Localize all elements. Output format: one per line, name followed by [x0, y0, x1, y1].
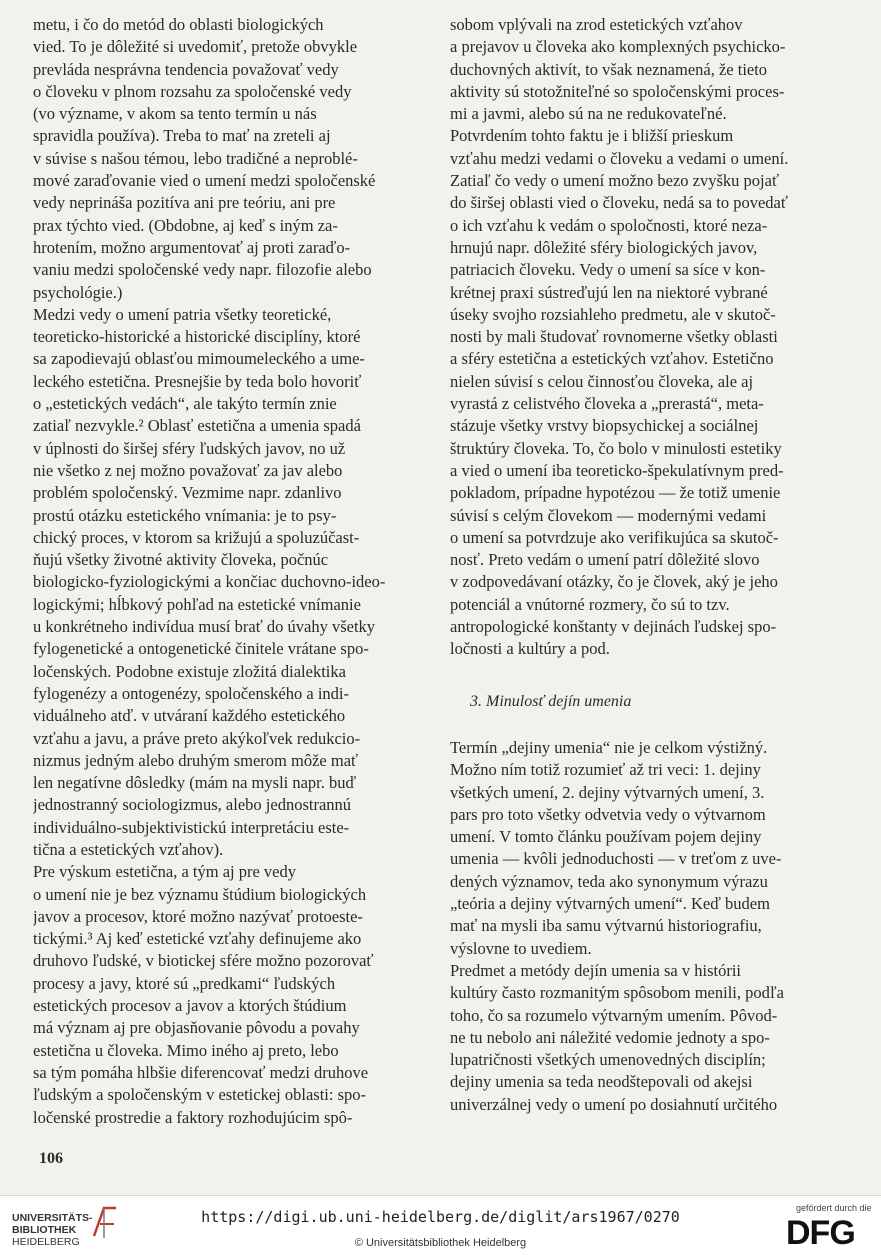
- library-line-3: HEIDELBERG: [12, 1236, 80, 1248]
- text-line: dejiny umenia sa teda neodštepovali od akejsi: [450, 1072, 753, 1092]
- text-line: nosti by mali študovať rovnomerne všetky oblasti: [450, 327, 778, 347]
- text-line: toho, čo sa rozumelo výtvarným umením. Pôvod-: [450, 1005, 778, 1025]
- text-line: hrnujú napr. dôležité sféry biologických javov,: [450, 237, 758, 257]
- text-line: nielen súvisí s celou činnosťou človeka, ale aj: [450, 371, 754, 391]
- text-line: vaniu medzi spoločenské vedy napr. filozofie alebo: [33, 260, 372, 280]
- text-line: v súvise s našou témou, lebo tradičné a neproblé-: [33, 148, 358, 168]
- text-line: mové zaraďovanie vied o umení medzi spoločenské: [33, 171, 376, 191]
- text-line: javov a procesov, ktoré možno nazývať protoeste-: [33, 906, 363, 926]
- funded-by-label: gefördert durch die: [796, 1203, 872, 1213]
- text-line: aktivity sú stotožniteľné so spoločenskými proces-: [450, 81, 785, 101]
- text-line: mi a javmi, alebo sú na ne redukovateľné.: [450, 104, 727, 124]
- text-line: lupatričnosti všetkých umenovedných disciplín;: [450, 1050, 766, 1070]
- text-line: len negatívne dôsledky (mám na mysli napr. buď: [33, 773, 357, 793]
- right-text-column-bottom: [450, 737, 848, 1116]
- text-line: nosť. Preto vedám o umení patrí dôležité slovo: [450, 550, 760, 570]
- text-line: v zodpovedávaní otázky, čo je človek, aký je jeho: [450, 572, 778, 592]
- page-number: 106: [39, 1150, 63, 1167]
- text-line: fylogenézy a ontogenézy, spoločenského a indi-: [33, 683, 349, 703]
- text-line: fylogenetické a ontogenetické činitele vrátane spo-: [33, 639, 369, 659]
- text-line: viduálneho atď. v utváraní každého estetického: [33, 706, 346, 726]
- text-line: dených významov, teda ako synonymum výrazu: [450, 871, 768, 891]
- text-line: tična a estetických vzťahov).: [33, 839, 224, 859]
- text-line: Zatiaľ čo vedy o umení možno bezo zvyšku pojať: [450, 171, 779, 191]
- text-line: prevláda nesprávna tendencia považovať vedy: [33, 59, 339, 79]
- text-line: Možno ním totiž rozumieť až tri veci: 1. dejiny: [450, 760, 761, 780]
- text-line: logickými; hĺbkový pohľad na estetické vnímanie: [33, 594, 361, 614]
- library-line-1: UNIVERSITÄTS-: [12, 1212, 93, 1224]
- text-line: hrotením, možno argumentovať aj proti zaraďo-: [33, 237, 351, 257]
- text-line: ne tu nebolo ani náležité vedomie jednoty a spo-: [450, 1027, 770, 1047]
- text-line: sa zapodievajú oblasťou mimoumeleckého a ume-: [33, 349, 365, 369]
- text-line: ločnosti a kultúry a pod.: [450, 639, 610, 659]
- text-line: univerzálnej vedy o umení po dosiahnutí určitého: [450, 1094, 778, 1114]
- right-text-column-top: [450, 14, 848, 661]
- text-line: štruktúry človeka. To, čo bolo v minulosti estetiky: [450, 438, 782, 458]
- text-line: súvisí s celým človekom — modernými vedami: [450, 505, 767, 525]
- text-line: stázuje všetky vrstvy biopsychickej a sociálnej: [450, 416, 759, 436]
- text-line: vzťahu a javu, a práve preto akýkoľvek redukcio-: [33, 728, 361, 748]
- text-line: procesy a javy, ktoré sú „predkami“ ľudských: [33, 973, 336, 993]
- text-line: prostú otázku estetického vnímania: je to psy-: [33, 505, 337, 525]
- text-line: druhovo ľudské, v biotickej sfére možno pozorovať: [33, 951, 374, 971]
- copyright-notice: © Universitätsbibliothek Heidelberg: [354, 1237, 527, 1249]
- text-line: prax týchto vied. (Obdobne, aj keď s iným za-: [33, 215, 338, 235]
- text-line: metu, i čo do metód do oblasti biologických: [33, 15, 324, 34]
- text-line: patriacich človeku. Vedy o umení sa síce v kon-: [450, 260, 766, 280]
- text-line: tickými.³ Aj keď estetické vzťahy definujeme ako: [33, 929, 362, 949]
- text-line: pars pro toto všetky odvetvia vedy o výtvarnom: [450, 804, 766, 824]
- left-text-column: [33, 14, 430, 1129]
- text-line: ločenské prostredie a faktory rozhodujúcim spô-: [33, 1107, 353, 1127]
- text-line: vedy neprináša pozitíva ani pre teóriu, ani pre: [33, 193, 336, 213]
- text-line: vyrastá z celistvého človeka a „prerastá“, meta-: [450, 394, 764, 414]
- text-line: a prejavov u človeka ako komplexných psychicko-: [450, 37, 786, 57]
- text-line: estetična u človeka. Mimo iného aj preto, lebo: [33, 1040, 339, 1060]
- text-line: sa tým pomáha hlbšie diferencovať medzi druhove: [33, 1062, 369, 1082]
- text-line: kultúry často rozmanitým spôsobom menili, podľa: [450, 983, 784, 1003]
- text-line: individuálno-subjektivistickú interpretáciu este-: [33, 817, 350, 837]
- text-line: jednostranný sociologizmus, alebo jednostrannú: [33, 795, 352, 815]
- text-line: vied. To je dôležité si uvedomiť, pretože obvykle: [33, 37, 358, 57]
- footer-bar: [0, 1195, 881, 1259]
- text-line: problém spoločenský. Vezmime napr. zdanlivo: [33, 483, 342, 503]
- text-line: o umení sa potvrdzuje ako verifikujúca sa skutoč-: [450, 527, 779, 547]
- text-line: estetických procesov a javov a ktorých štúdium: [33, 996, 347, 1016]
- text-line: výslovne to uvediem.: [450, 938, 592, 958]
- text-line: Predmet a metódy dejín umenia sa v histórii: [450, 960, 741, 980]
- text-line: antropologické konštanty v dejinách ľudskej spo-: [450, 617, 777, 637]
- text-line: (vo význame, v akom sa tento termín u nás: [33, 104, 317, 124]
- text-line: pokladom, prípadne hypotézou — že totiž umenie: [450, 483, 781, 503]
- text-line: o „estetických vedách“, ale takýto termín znie: [33, 394, 337, 414]
- text-line: zatiaľ nezvykle.² Oblasť estetična a umenia spadá: [33, 416, 361, 436]
- dfg-logo[interactable]: DFG: [786, 1214, 855, 1252]
- text-line: duchovných aktivít, to však neznamená, že tieto: [450, 59, 768, 79]
- text-line: všetkých umení, 2. dejiny výtvarných umení, 3.: [450, 782, 765, 802]
- library-line-2: BIBLIOTHEK: [12, 1224, 77, 1236]
- text-line: teoreticko-historické a historické disciplíny, ktoré: [33, 327, 361, 347]
- text-line: „teória a dejiny výtvarných umení“. Keď budem: [450, 894, 770, 914]
- text-line: umenia — kvôli jednoduchosti — v treťom z uve-: [450, 849, 782, 869]
- text-line: krétnej praxi sústreďujú len na niektoré vybrané: [450, 282, 768, 302]
- text-line: Termín „dejiny umenia“ nie je celkom výstižný.: [450, 738, 768, 757]
- text-line: Pre výskum estetična, a tým aj pre vedy: [33, 862, 297, 882]
- text-line: v úplnosti do širšej sféry ľudských javov, no už: [33, 438, 346, 458]
- text-line: mať na mysli iba samu výtvarnú historiografiu,: [450, 916, 762, 936]
- text-line: o ich vzťahu k vedám o spoločnosti, ktoré neza-: [450, 215, 768, 235]
- text-line: umení. V tomto článku používam pojem dejiny: [450, 827, 762, 847]
- text-line: psychológie.): [33, 282, 123, 302]
- text-line: u konkrétneho indivídua musí brať do úvahy všetky: [33, 617, 376, 637]
- text-line: sobom vplývali na zrod estetických vzťahov: [450, 15, 743, 34]
- text-line: biologicko-fyziologickými a končiac duchovno-ideo-: [33, 572, 386, 592]
- text-line: ločenských. Podobne existuje zložitá dialektika: [33, 661, 346, 681]
- text-line: do širšej oblasti vied o človeku, nedá sa to povedať: [450, 193, 788, 213]
- text-line: ľudským a spoločenským v estetickej oblasti: spo-: [33, 1085, 366, 1105]
- text-line: ňujú všetky životné aktivity človeka, počnúc: [33, 550, 329, 570]
- document-url[interactable]: https://digi.ub.uni-heidelberg.de/diglit/ars1967/0270: [201, 1208, 680, 1226]
- text-line: nie všetko z nej možno považovať za jav alebo: [33, 460, 343, 480]
- text-line: úseky svojho rozsiahleho predmetu, ale v skutoč-: [450, 304, 776, 324]
- text-line: o človeku v plnom rozsahu za spoločenské vedy: [33, 81, 352, 101]
- text-line: nizmus jedným alebo druhým smerom môže mať: [33, 750, 359, 770]
- text-line: vzťahu medzi vedami o človeku a vedami o umení.: [450, 148, 789, 168]
- text-line: má význam aj pre objasňovanie pôvodu a povahy: [33, 1018, 360, 1038]
- text-line: leckého estetična. Presnejšie by teda bolo hovoriť: [33, 371, 362, 391]
- text-line: Potvrdením tohto faktu je i bližší prieskum: [450, 126, 734, 146]
- text-line: chický proces, v ktorom sa križujú a spoluzúčast-: [33, 527, 360, 547]
- text-line: a vied o umení iba teoreticko-špekulatívnym pred-: [450, 460, 784, 480]
- text-line: potenciál a vnútorné rozmery, čo sú to tzv.: [450, 594, 730, 614]
- text-line: a sféry estetična a estetických vzťahov. Estetično: [450, 349, 774, 369]
- text-line: Medzi vedy o umení patria všetky teoretické,: [33, 304, 332, 324]
- section-heading: 3. Minulosť dejín umenia: [470, 693, 632, 710]
- text-line: o umení nie je bez významu štúdium biologických: [33, 884, 367, 904]
- text-line: spravidla používa). Treba to mať na zreteli aj: [33, 126, 331, 146]
